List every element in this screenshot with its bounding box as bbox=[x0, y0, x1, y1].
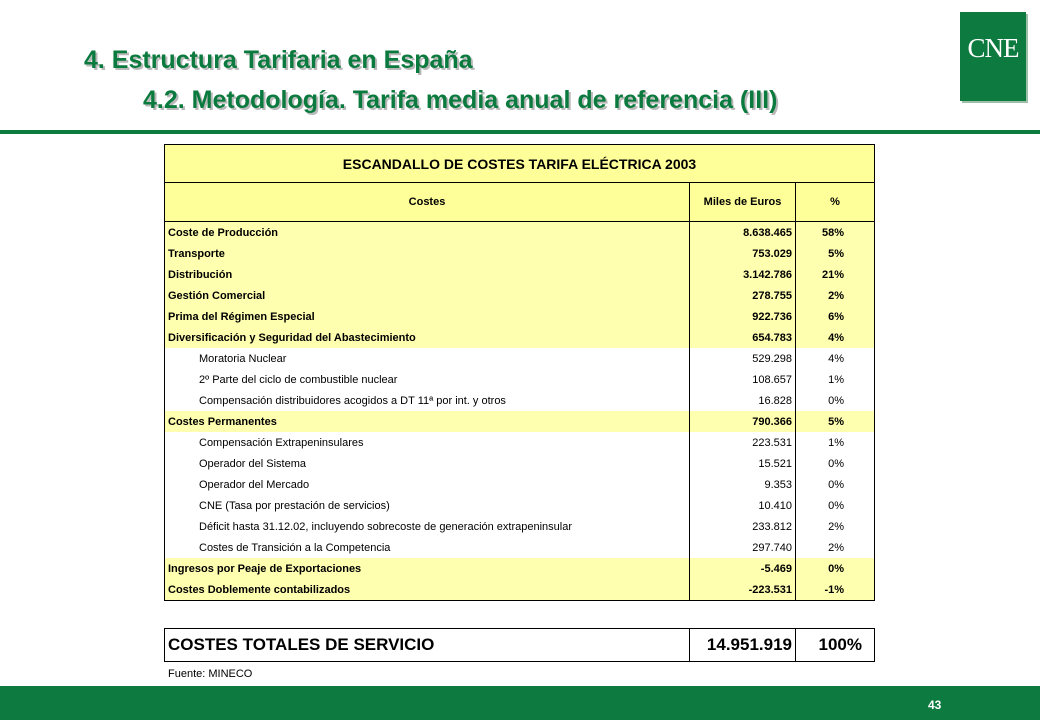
row-percent: 58% bbox=[796, 222, 875, 244]
row-label: Distribución bbox=[165, 264, 690, 285]
row-value: -223.531 bbox=[690, 579, 796, 601]
table-row bbox=[165, 390, 875, 411]
logo-text: CNE bbox=[967, 33, 1019, 63]
total-row bbox=[165, 629, 875, 662]
row-percent: 1% bbox=[796, 432, 875, 453]
row-percent: 1% bbox=[796, 369, 875, 390]
row-percent: 2% bbox=[796, 516, 875, 537]
row-label: Operador del Sistema bbox=[165, 453, 690, 474]
title-line-1: 4. Estructura Tarifaria en España bbox=[84, 46, 473, 74]
row-value: 3.142.786 bbox=[690, 264, 796, 285]
column-header-costes: Costes bbox=[165, 183, 690, 222]
row-value: 654.783 bbox=[690, 327, 796, 348]
row-value: 753.029 bbox=[690, 243, 796, 264]
table-row bbox=[165, 348, 875, 369]
table-row bbox=[165, 474, 875, 495]
total-label: COSTES TOTALES DE SERVICIO bbox=[165, 629, 690, 662]
row-label: Compensación distribuidores acogidos a DT 11ª por int. y otros bbox=[165, 390, 690, 411]
row-label: Coste de Producción bbox=[165, 222, 690, 244]
row-label: Gestión Comercial bbox=[165, 285, 690, 306]
row-percent: 5% bbox=[796, 411, 875, 432]
row-value: 529.298 bbox=[690, 348, 796, 369]
table-row bbox=[165, 327, 875, 348]
table-row bbox=[165, 516, 875, 537]
column-header-percent: % bbox=[796, 183, 875, 222]
title-line-2: 4.2. Metodología. Tarifa media anual de referencia (III) bbox=[143, 86, 778, 114]
row-percent: 4% bbox=[796, 348, 875, 369]
row-percent: 6% bbox=[796, 306, 875, 327]
row-label: Ingresos por Peaje de Exportaciones bbox=[165, 558, 690, 579]
table-row bbox=[165, 264, 875, 285]
table-title: ESCANDALLO DE COSTES TARIFA ELÉCTRICA 2003 bbox=[165, 145, 875, 183]
row-value: 9.353 bbox=[690, 474, 796, 495]
row-value: 922.736 bbox=[690, 306, 796, 327]
source-note: Fuente: MINECO bbox=[168, 668, 253, 680]
row-percent: 2% bbox=[796, 285, 875, 306]
cost-breakdown-table bbox=[164, 144, 875, 601]
row-label: Costes Permanentes bbox=[165, 411, 690, 432]
row-label: Compensación Extrapeninsulares bbox=[165, 432, 690, 453]
row-value: 223.531 bbox=[690, 432, 796, 453]
row-percent: 0% bbox=[796, 453, 875, 474]
header-divider bbox=[0, 130, 1040, 134]
row-value: 16.828 bbox=[690, 390, 796, 411]
table-row bbox=[165, 306, 875, 327]
row-value: -5.469 bbox=[690, 558, 796, 579]
row-percent: 2% bbox=[796, 537, 875, 558]
row-percent: 0% bbox=[796, 474, 875, 495]
table-row bbox=[165, 243, 875, 264]
table-row bbox=[165, 558, 875, 579]
table-row bbox=[165, 432, 875, 453]
row-label: Operador del Mercado bbox=[165, 474, 690, 495]
row-label: Déficit hasta 31.12.02, incluyendo sobrecoste de generación extrapeninsular bbox=[165, 516, 690, 537]
total-table bbox=[164, 628, 875, 662]
total-percent: 100% bbox=[796, 629, 875, 662]
row-percent: 0% bbox=[796, 558, 875, 579]
page-number: 43 bbox=[928, 698, 942, 712]
row-label: Diversificación y Seguridad del Abastecimiento bbox=[165, 327, 690, 348]
row-label: Transporte bbox=[165, 243, 690, 264]
row-percent: -1% bbox=[796, 579, 875, 601]
row-value: 297.740 bbox=[690, 537, 796, 558]
row-value: 278.755 bbox=[690, 285, 796, 306]
row-value: 8.638.465 bbox=[690, 222, 796, 244]
table-row bbox=[165, 285, 875, 306]
row-value: 790.366 bbox=[690, 411, 796, 432]
total-value: 14.951.919 bbox=[690, 629, 796, 662]
table-row bbox=[165, 495, 875, 516]
table-row bbox=[165, 537, 875, 558]
table-row bbox=[165, 411, 875, 432]
table-row bbox=[165, 579, 875, 601]
cne-logo bbox=[960, 12, 1026, 101]
table-title-row bbox=[165, 145, 875, 183]
row-label: Costes de Transición a la Competencia bbox=[165, 537, 690, 558]
table-row bbox=[165, 222, 875, 244]
row-percent: 4% bbox=[796, 327, 875, 348]
row-percent: 21% bbox=[796, 264, 875, 285]
table-header-row bbox=[165, 183, 875, 222]
column-header-miles-de-euros: Miles de Euros bbox=[690, 183, 796, 222]
table-row bbox=[165, 369, 875, 390]
row-label: CNE (Tasa por prestación de servicios) bbox=[165, 495, 690, 516]
row-value: 15.521 bbox=[690, 453, 796, 474]
row-value: 108.657 bbox=[690, 369, 796, 390]
row-percent: 5% bbox=[796, 243, 875, 264]
row-label: Costes Doblemente contabilizados bbox=[165, 579, 690, 601]
row-percent: 0% bbox=[796, 390, 875, 411]
row-label: Prima del Régimen Especial bbox=[165, 306, 690, 327]
row-label: 2º Parte del ciclo de combustible nuclear bbox=[165, 369, 690, 390]
row-value: 10.410 bbox=[690, 495, 796, 516]
footer-bar bbox=[0, 686, 1040, 720]
row-value: 233.812 bbox=[690, 516, 796, 537]
row-percent: 0% bbox=[796, 495, 875, 516]
table-row bbox=[165, 453, 875, 474]
row-label: Moratoria Nuclear bbox=[165, 348, 690, 369]
